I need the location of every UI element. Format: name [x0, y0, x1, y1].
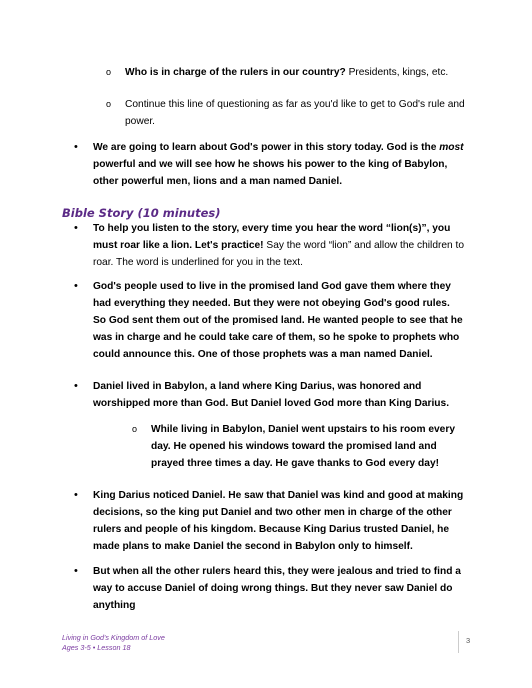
footer-divider — [458, 631, 459, 653]
bullet-item-daniel-babylon: • Daniel lived in Babylon, a land where King Darius, was honored and worshipped more than God. But Daniel loved God more than King Darius. — [74, 380, 450, 409]
sub-item-rulers-question: o Who is in charge of the rulers in our country? Presidents, kings, etc. — [125, 64, 465, 81]
bullet-marker: • — [74, 489, 78, 501]
page-number: 3 — [466, 636, 471, 645]
bullet-item-king-darius: • King Darius noticed Daniel. He saw that Daniel was kind and good at making decisions, so the king put Daniel and two other men in charge of the other rulers and people of his kingdom. Because King Darius trusted Daniel, he made plans to make Daniel the second in Babylon only to himself. — [74, 489, 464, 552]
bullet-item-listen-roar: • To help you listen to the story, every time you hear the word “lion(s)”, you must roar like a lion. Let's practice! Say the word “lion” and allow the children to roar. The word is underlined for you in the text. — [74, 222, 465, 268]
bullet-marker: • — [74, 565, 78, 577]
sub-item-continue-questioning: o Continue this line of questioning as far as you'd like to get to God's rule and power. — [125, 96, 465, 130]
footer-curriculum-info — [62, 633, 165, 653]
bullet-marker: • — [74, 141, 78, 153]
bullet-marker: • — [74, 222, 78, 234]
sub-bullet-marker: o — [132, 424, 138, 434]
sub-item-daniel-prayed: o While living in Babylon, Daniel went upstairs to his room every day. He opened his windows toward the promised land and prayed three times a day. He gave thanks to God every day! — [151, 421, 465, 472]
section-heading-bible-story: Bible Story (10 minutes) — [62, 206, 221, 220]
sub-bullet-marker: o — [106, 99, 112, 109]
bullet-marker: • — [74, 280, 78, 292]
footer-subtitle: Ages 3-5 • Lesson 18 — [62, 643, 131, 652]
sub-bullet-marker: o — [106, 67, 112, 77]
bullet-item-promised-land: • God's people used to live in the promised land God gave them where they had everything they needed. But they were not obeying God's good rules. So God sent them out of the promised land. He wanted people to see that he was in charge and he could take care of them, so he spoke to prophets who could announce this. One of those prophets was a man named Daniel. — [74, 280, 463, 360]
bullet-item-jealous-rulers: • But when all the other rulers heard this, they were jealous and tried to find a way to accuse Daniel of doing wrong things. But they never saw Daniel do anything — [74, 565, 461, 611]
bullet-item-gods-power: • We are going to learn about God's power in this story today. God is the most powerful and we will see how he shows his power to the king of Babylon, other powerful men, lions and a man named Daniel. — [74, 141, 464, 187]
bullet-marker: • — [74, 380, 78, 392]
footer-title: Living in God's Kingdom of Love — [62, 633, 165, 642]
